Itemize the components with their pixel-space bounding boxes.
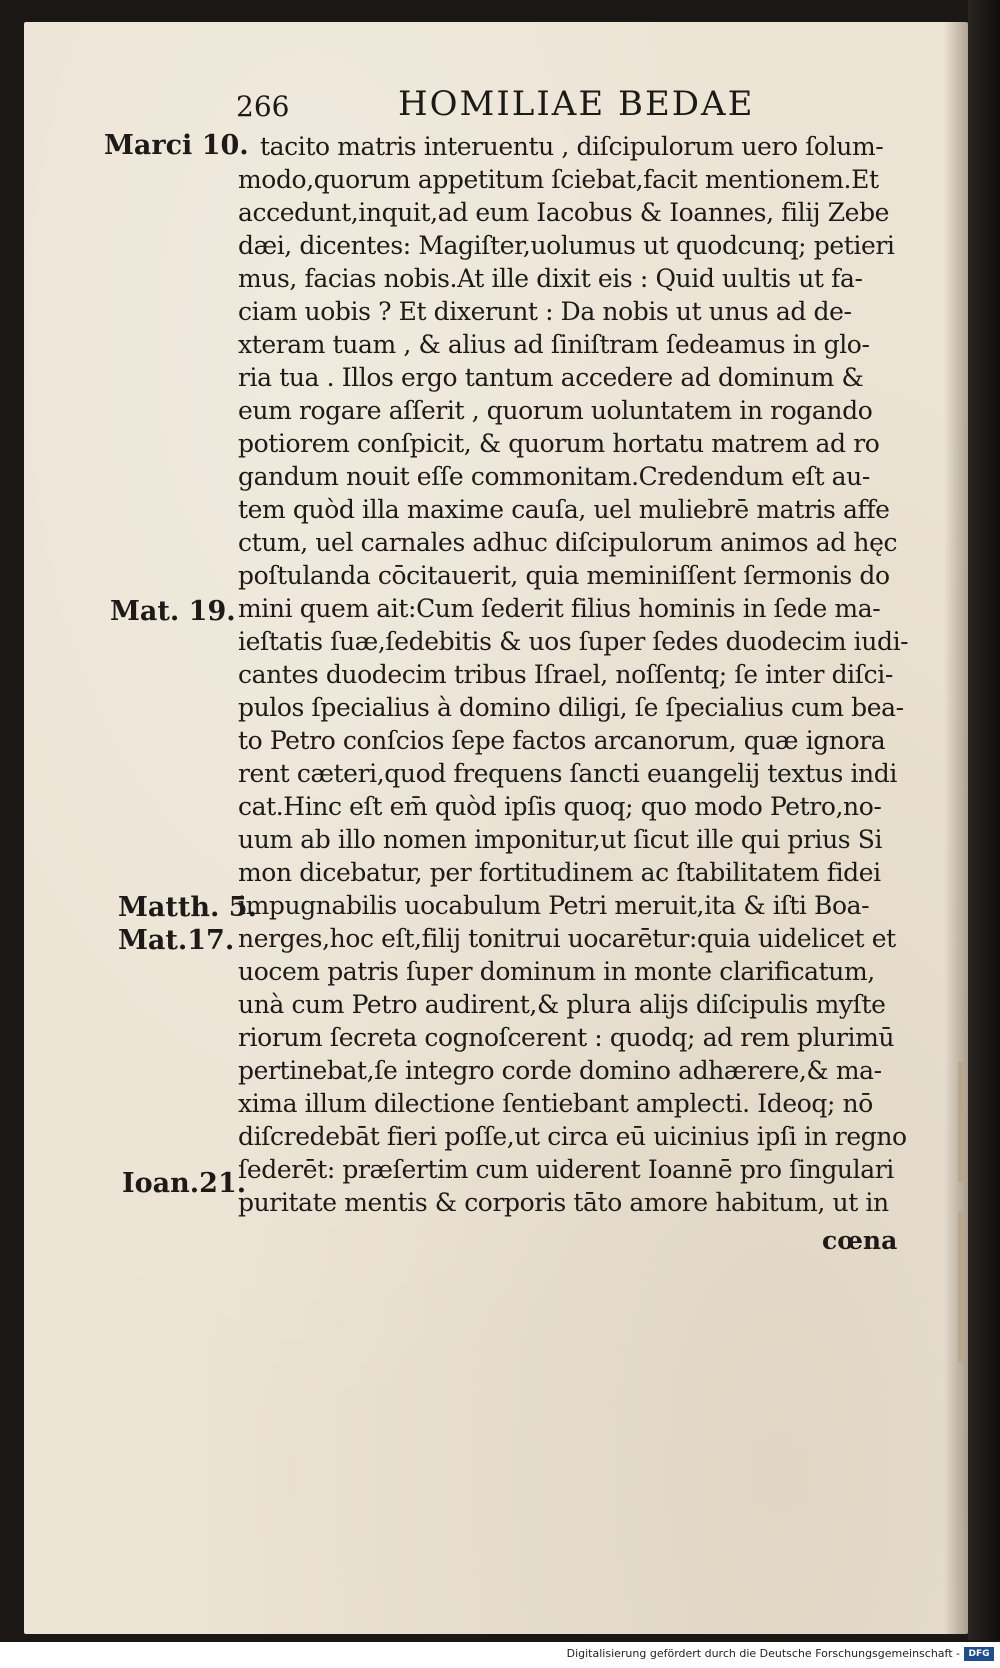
text-line: to Petro conſcios ſepe factos arcanorum, quæ ignora <box>238 726 886 755</box>
text-line: pulos ſpecialius à domino diligi, ſe ſpecialius cum bea- <box>238 693 904 722</box>
text-line: gandum nouit eſſe commonitam.Credendum eſt au- <box>238 462 870 491</box>
text-line: uocem patris ſuper dominum in monte clarificatum, <box>238 957 875 986</box>
text-line: diſcredebāt fieri poſſe,ut circa eū uicinius ipſi in regno <box>238 1122 907 1151</box>
catchword: cœna <box>822 1226 898 1255</box>
text-line: cat.Hinc eſt em̄ quòd ipſis quoq; quo modo Petro,no- <box>238 792 882 821</box>
text-line: ria tua . Illos ergo tantum accedere ad dominum & <box>238 363 864 392</box>
text-line: xima illum dilectione ſentiebant amplecti. Ideoq; nō <box>238 1089 873 1118</box>
margin-note: Ioan.21. <box>122 1168 247 1199</box>
text-line: mus, facias nobis.At ille dixit eis : Quid uultis ut fa- <box>238 264 863 293</box>
text-line: pertinebat,ſe integro corde domino adhærere,& ma- <box>238 1056 882 1085</box>
text-line: accedunt,inquit,ad eum Iacobus & Ioannes, filij Zebe <box>238 198 890 227</box>
digitization-footer <box>0 1642 1000 1668</box>
text-line: rent cæteri,quod frequens ſancti euangelij textus indi <box>238 759 897 788</box>
text-line: ieſtatis ſuæ,ſedebitis & uos ſuper ſedes duodecim iudi- <box>238 627 909 656</box>
margin-note: Marci 10. <box>104 130 249 161</box>
margin-note: Matth. 5. <box>118 892 257 923</box>
funding-credit: Digitalisierung gefördert durch die Deutsche Forschungsgemeinschaft - <box>566 1647 960 1660</box>
text-line: unà cum Petro audirent,& plura alijs diſcipulis myſte <box>238 990 886 1019</box>
page-number: 266 <box>236 90 290 123</box>
text-line: eum rogare aſſerit , quorum uoluntatem in rogando <box>238 396 873 425</box>
text-line: nerges,hoc eſt,filij tonitrui uocarētur:quia uidelicet et <box>238 924 896 953</box>
text-line: ſederēt: præſertim cum uiderent Ioannē pro ſingulari <box>238 1155 894 1184</box>
margin-note: Mat. 19. <box>110 596 236 627</box>
text-line: puritate mentis & corporis tāto amore habitum, ut in <box>238 1188 889 1217</box>
text-line: uum ab illo nomen imponitur,ut ſicut ille qui prius Si <box>238 825 883 854</box>
text-line: potiorem conſpicit, & quorum hortatu matrem ad ro <box>238 429 880 458</box>
text-line: riorum ſecreta cognoſcerent : quodq; ad rem plurimū <box>238 1023 895 1052</box>
running-head: HOMILIAE BEDAE <box>398 84 755 124</box>
text-line: tem quòd illa maxime cauſa, uel muliebrē matris affe <box>238 495 890 524</box>
text-line: tacito matris interuentu , diſcipulorum uero ſolum- <box>260 132 884 161</box>
margin-note: Mat.17. <box>118 925 235 956</box>
text-line: dæi, dicentes: Magiſter,uolumus ut quodcunq; petieri <box>238 231 895 260</box>
text-line: xteram tuam , & alius ad ſiniſtram ſedeamus in glo- <box>238 330 870 359</box>
text-line: ciam uobis ? Et dixerunt : Da nobis ut unus ad de- <box>238 297 852 326</box>
text-line: impugnabilis uocabulum Petri meruit,ita & iſti Boa- <box>238 891 870 920</box>
text-line: mini quem ait:Cum ſederit filius hominis in ſede ma- <box>238 594 881 623</box>
text-line: modo,quorum appetitum ſciebat,facit mentionem.Et <box>238 165 879 194</box>
text-line: mon dicebatur, per fortitudinem ac ſtabilitatem fidei <box>238 858 881 887</box>
dfg-logo: DFG <box>964 1647 994 1661</box>
text-line: cantes duodecim tribus Iſrael, noſſentq; ſe inter diſci- <box>238 660 893 689</box>
text-line: ctum, uel carnales adhuc diſcipulorum animos ad hęc <box>238 528 898 557</box>
text-line: poſtulanda cōcitauerit, quia meminiſſent ſermonis do <box>238 561 890 590</box>
